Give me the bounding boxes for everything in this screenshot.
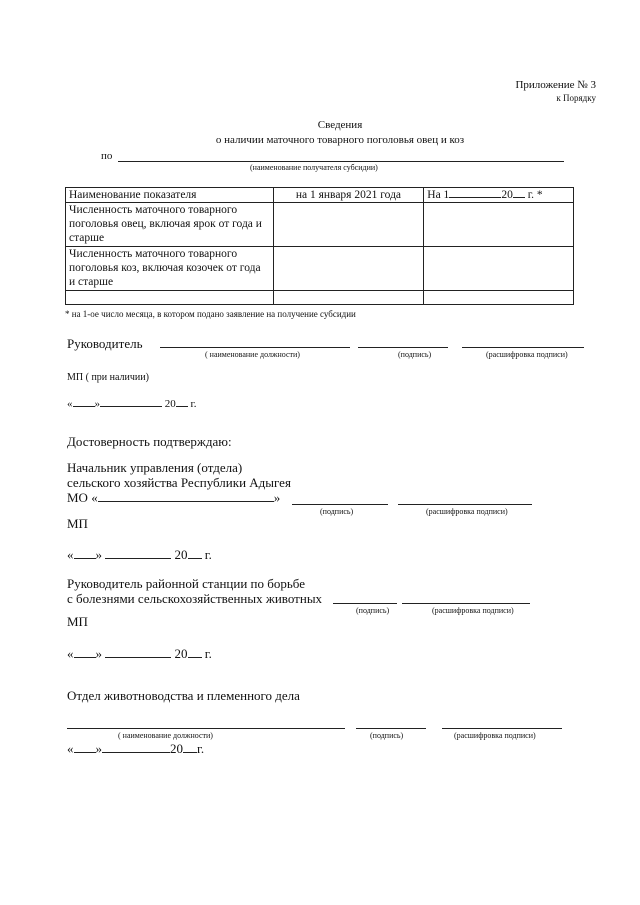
dept-signature-caption: (подпись) (320, 507, 354, 516)
recipient-line (118, 161, 564, 162)
document-title: Сведения (317, 119, 363, 131)
table-header-row (66, 188, 574, 203)
livestock-signature-caption: (подпись) (370, 731, 404, 740)
table-cell (424, 291, 574, 305)
table-cell (424, 203, 574, 247)
dept-date: « » 20 г. (67, 547, 212, 562)
dept-line2: сельского хозяйства Республики Адыгея (67, 475, 291, 490)
dept-decode-line (398, 504, 532, 505)
document-subtitle: о наличии маточного товарного поголовья овец и коз (215, 134, 465, 146)
appendix-number: Приложение № 3 (515, 79, 596, 91)
appendix-to-order: к Порядку (556, 93, 596, 103)
table-cell (424, 247, 574, 291)
station-decode-line (402, 603, 530, 604)
head-position-caption: ( наименование должности) (205, 350, 300, 359)
recipient-caption: (наименование получателя субсидии) (250, 163, 378, 172)
head-decode-line (462, 347, 584, 348)
table-cell: Численность маточного товарного поголовья овец, включая ярок от года и старше (66, 203, 274, 247)
livestock-date: « » 20 г. (67, 741, 205, 756)
station-date: « » 20 г. (67, 646, 212, 661)
livestock-decode-caption: (расшифровка подписи) (454, 731, 536, 740)
header-cell-indicator: Наименование показателя (66, 188, 274, 203)
dept-signature-line (292, 504, 388, 505)
table-cell (273, 203, 424, 247)
livestock-signature-line (356, 728, 426, 729)
dept-decode-caption: (расшифровка подписи) (426, 507, 508, 516)
head-signature-line (358, 347, 448, 348)
footnote: * на 1-ое число месяца, в котором подано заявление на получение субсидии (65, 309, 356, 319)
table-cell (66, 291, 274, 305)
livestock-label: Отдел животноводства и племенного дела (67, 688, 300, 703)
head-date: « » 20 г. (67, 398, 197, 410)
station-line2: с болезнями сельскохозяйственных животных (67, 591, 323, 606)
livestock-table (65, 187, 574, 305)
dept-seal: МП (67, 516, 88, 531)
station-line1: Руководитель районной станции по борьбе (67, 576, 306, 591)
head-decode-caption: (расшифровка подписи) (486, 350, 568, 359)
head-label: Руководитель (67, 336, 143, 351)
head-signature-caption: (подпись) (398, 350, 432, 359)
station-signature-line (333, 603, 397, 604)
station-signature-caption: (подпись) (356, 606, 390, 615)
header-cell-date: На 1 20 г. * (424, 188, 574, 203)
table-row (66, 247, 574, 291)
livestock-decode-line (442, 728, 562, 729)
livestock-position-line (67, 728, 345, 729)
station-decode-caption: (расшифровка подписи) (432, 606, 514, 615)
dept-line3: МО « » (67, 490, 281, 505)
confirm-label: Достоверность подтверждаю: (67, 434, 232, 449)
table-cell: Численность маточного товарного поголовья коз, включая козочек от года и старше (66, 247, 274, 291)
header-cell-jan: на 1 января 2021 года (273, 188, 424, 203)
table-row (66, 203, 574, 247)
station-seal: МП (67, 614, 88, 629)
livestock-position-caption: ( наименование должности) (118, 731, 213, 740)
head-position-line (160, 347, 350, 348)
table-row (66, 291, 574, 305)
dept-line1: Начальник управления (отдела) (67, 460, 243, 475)
table-cell (273, 291, 424, 305)
head-seal: МП ( при наличии) (67, 372, 149, 383)
by-label: по (101, 150, 113, 162)
table-cell (273, 247, 424, 291)
